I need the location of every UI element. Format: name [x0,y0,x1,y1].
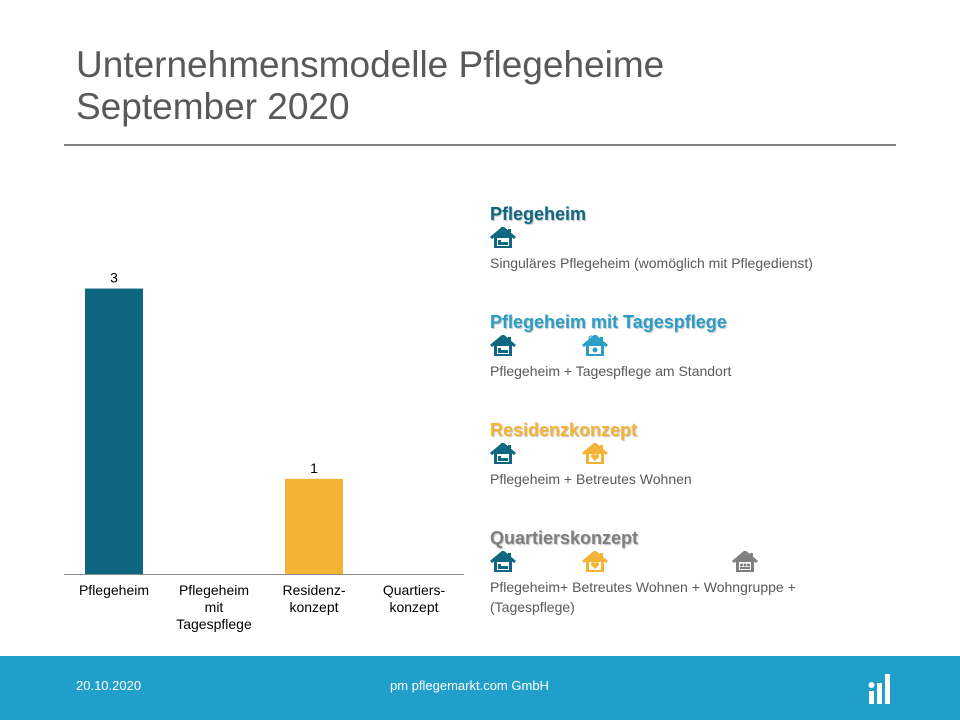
category-label: konzept [389,599,439,615]
house-heart-icon [582,443,608,465]
footer-date: 20.10.2020 [76,678,142,693]
legend-description [490,469,692,489]
house-sun-icon [582,335,608,357]
legend-description-line: Pflegeheim + Tagespflege am Standort [490,363,732,379]
legend-description [490,361,731,381]
house-bed-icon [490,227,516,249]
category-label: Pflegeheim [178,582,250,598]
house-bed-icon [490,443,516,465]
bar-chart [0,240,470,650]
pflegemarkt-logo-icon [866,670,896,704]
legend-description [490,577,796,617]
legend-icons [490,225,813,253]
legend-description [490,253,813,273]
legend-pflegeheim [490,203,813,273]
legend-description-line: Pflegeheim + Betreutes Wohnen [490,471,692,487]
legend-icons [490,333,731,361]
legend-title: Residenzkonzept [490,420,638,440]
house-heart-icon [582,551,608,573]
title-line-2: September 2020 [76,86,350,127]
category-label: Pflegeheim [78,582,150,598]
legend-residenzkonzept [490,419,692,489]
legend-description-line: Singuläres Pflegeheim (womöglich mit Pflegedienst) [490,255,813,271]
house-bed-icon [490,551,516,573]
legend-description-line: (Tagespflege) [490,599,575,615]
bar [85,289,143,574]
legend-title: Pflegeheim [490,204,587,224]
house-group-icon [732,551,758,573]
category-label: mit [204,599,224,615]
category-label: Tagespflege [176,616,252,632]
title-divider [64,144,896,146]
page-title [76,44,896,128]
bar [285,479,343,574]
category-label: konzept [289,599,339,615]
legend-title: Pflegeheim mit Tagespflege [490,312,727,332]
footer-bar [0,656,960,720]
category-label: Quartiers- [382,582,446,598]
title-line-1: Unternehmensmodelle Pflegeheime [76,44,665,85]
legend-pflegeheim-tagespflege [490,311,731,381]
house-bed-icon [490,335,516,357]
legend-icons [490,441,692,469]
legend-title: Quartierskonzept [490,528,639,548]
legend-quartierskonzept [490,527,796,617]
data-label: 1 [310,459,318,476]
legend-description-line: Pflegeheim+ Betreutes Wohnen + Wohngruppe + [490,579,796,595]
data-label: 3 [110,269,118,286]
legend-icons [490,549,796,577]
category-label: Residenz- [282,582,346,598]
footer-company: pm pflegemarkt.com GmbH [390,678,549,693]
